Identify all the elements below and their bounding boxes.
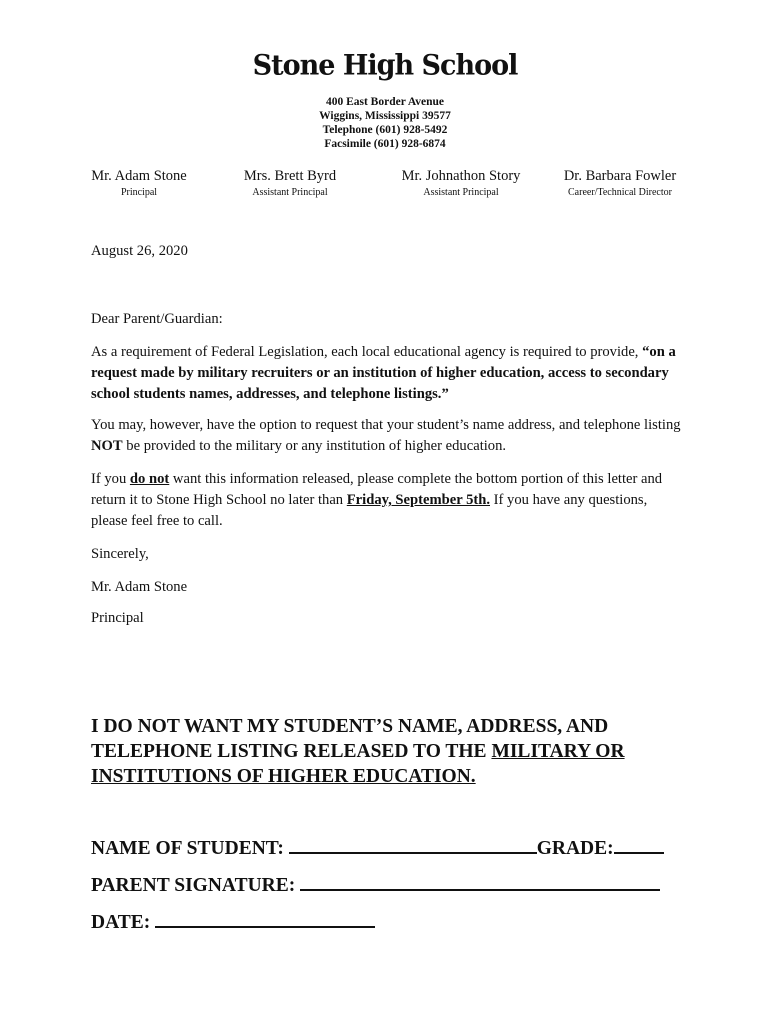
telephone: Telephone (601) 928-5492	[322, 124, 448, 136]
letter-date: August 26, 2020	[91, 243, 188, 259]
signer-name: Mr. Adam Stone	[91, 579, 188, 595]
staff-title: Assistant Principal	[423, 187, 499, 198]
closing: Sincerely,	[91, 546, 149, 562]
staff-principal	[88, 168, 190, 198]
staff-title: Career/Technical Director	[568, 187, 672, 198]
deadline-date: Friday, September 5th.	[346, 492, 490, 508]
date-label: DATE:	[91, 912, 151, 933]
staff-title: Principal	[120, 187, 158, 198]
opt-out-text-underlined: MILITARY OR INSTITUTIONS OF HIGHER EDUCATION.	[91, 741, 625, 787]
paragraph-option	[91, 415, 681, 457]
facsimile: Facsimile (601) 928-6874	[324, 138, 446, 150]
parent-signature-field[interactable]	[300, 871, 660, 891]
opt-out-statement	[91, 714, 691, 789]
emphasis-not: NOT	[91, 438, 123, 454]
date-field[interactable]	[155, 908, 375, 928]
student-name-field[interactable]	[289, 834, 537, 854]
staff-assistant-principal-2	[397, 168, 525, 198]
paragraph-text: You may, however, have the option to request that your student’s name address, and telephone listing	[91, 417, 681, 433]
staff-name: Mrs. Brett Byrd	[243, 168, 337, 184]
parent-signature-line	[91, 871, 660, 897]
school-name-logo: Stone High School	[252, 49, 518, 82]
date-line	[91, 908, 375, 934]
school-address	[0, 95, 770, 151]
parent-signature-label: PARENT SIGNATURE:	[91, 875, 296, 896]
emphasis-do-not: do not	[129, 471, 170, 487]
opt-out-text: I DO NOT WANT MY STUDENT’S NAME, ADDRESS, AND TELEPHONE LISTING RELEASED TO THE	[91, 716, 609, 762]
grade-label: GRADE:	[536, 838, 614, 859]
paragraph-text: be provided to the military or any institution of higher education.	[126, 438, 507, 454]
staff-name: Mr. Johnathon Story	[401, 168, 521, 184]
staff-name: Dr. Barbara Fowler	[563, 168, 677, 184]
staff-name: Mr. Adam Stone	[91, 168, 187, 184]
student-name-line	[91, 834, 664, 860]
salutation: Dear Parent/Guardian:	[91, 311, 223, 327]
paragraph-text: If you	[91, 471, 127, 487]
legislation-quote: “on a request made by military recruiters or an institution of higher education, access to secondary school students names, addresses, and telephone listings.”	[91, 344, 676, 402]
paragraph-text: want this information released, please complete the bottom portion of this letter and return it to Stone High School no later than	[91, 471, 663, 508]
staff-career-director	[558, 168, 682, 198]
paragraph-instructions	[91, 469, 681, 532]
staff-title: Assistant Principal	[252, 187, 328, 198]
paragraph-text: If you have any questions, please feel free to call.	[91, 492, 648, 529]
signer-title: Principal	[91, 610, 144, 626]
paragraph-requirement	[91, 342, 681, 405]
address-city: Wiggins, Mississippi 39577	[319, 110, 451, 122]
staff-assistant-principal-1	[240, 168, 340, 198]
address-street: 400 East Border Avenue	[325, 96, 445, 108]
grade-field[interactable]	[614, 834, 664, 854]
student-name-label: NAME OF STUDENT:	[91, 838, 284, 859]
paragraph-text: As a requirement of Federal Legislation, each local educational agency is required to provide,	[91, 344, 639, 360]
